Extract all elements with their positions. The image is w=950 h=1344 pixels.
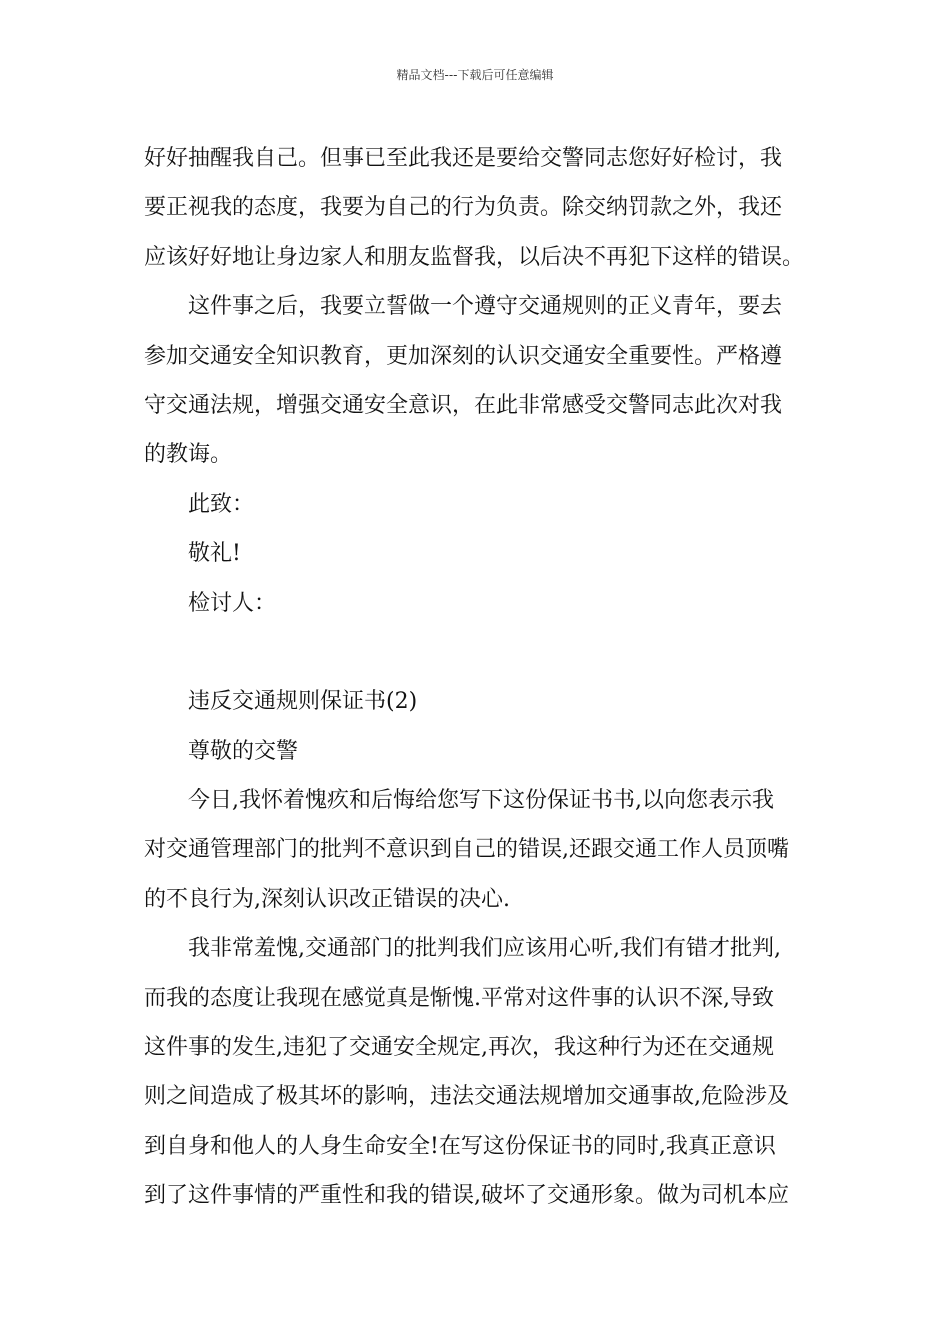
blank-line bbox=[144, 628, 807, 677]
text-line: 要正视我的态度，我要为自己的行为负责。除交纳罚款之外，我还 bbox=[144, 195, 783, 221]
closing-respect: 敬礼! bbox=[188, 541, 241, 567]
text-line: 参加交通安全知识教育，更加深刻的认识交通安全重要性。严格遵 bbox=[144, 343, 783, 369]
text-line: 好好抽醒我自己。但事已至此我还是要给交警同志您好好检讨，我 bbox=[144, 146, 783, 171]
text-line: 应该好好地让身边家人和朋友监督我，以后决不再犯下这样的错误。 bbox=[144, 244, 805, 270]
text-line: 这件事的发生,违犯了交通安全规定,再次，我这种行为还在交通规 bbox=[144, 1035, 774, 1061]
greeting: 尊敬的交警 bbox=[188, 738, 299, 764]
text-line: 而我的态度让我现在感觉真是惭愧.平常对这件事的认识不深,导致 bbox=[144, 985, 774, 1011]
text-line: 则之间造成了极其坏的影响，违法交通法规增加交通事故,危险涉及 bbox=[144, 1084, 789, 1110]
text-line: 对交通管理部门的批判不意识到自己的错误,还跟交通工作人员顶嘴 bbox=[144, 837, 789, 863]
text-line: 守交通法规，增强交通安全意识，在此非常感受交警同志此次对我 bbox=[144, 392, 783, 418]
signature-label: 检讨人： bbox=[188, 590, 277, 616]
paragraph-start: 这件事之后，我要立誓做一个遵守交通规则的正义青年，要去 bbox=[188, 294, 783, 320]
text-line: 到了这件事情的严重性和我的错误,破坏了交通形象。做为司机本应 bbox=[144, 1183, 789, 1209]
paragraph-start: 我非常羞愧,交通部门的批判我们应该用心听,我们有错才批判, bbox=[188, 936, 781, 962]
page-header: 精品文档---下载后可任意编辑 bbox=[396, 68, 554, 82]
paragraph-start: 今日,我怀着愧疚和后悔给您写下这份保证书书,以向您表示我 bbox=[188, 788, 774, 814]
section-title: 违反交通规则保证书(2) bbox=[188, 689, 418, 715]
closing-salutation: 此致： bbox=[188, 491, 255, 517]
text-line: 到自身和他人的人身生命安全!在写这份保证书的同时,我真正意识 bbox=[144, 1133, 776, 1159]
document-body bbox=[144, 134, 807, 1221]
text-line: 的教诲。 bbox=[144, 442, 233, 468]
text-line: 的不良行为,深刻认识改正错误的决心. bbox=[144, 886, 510, 912]
